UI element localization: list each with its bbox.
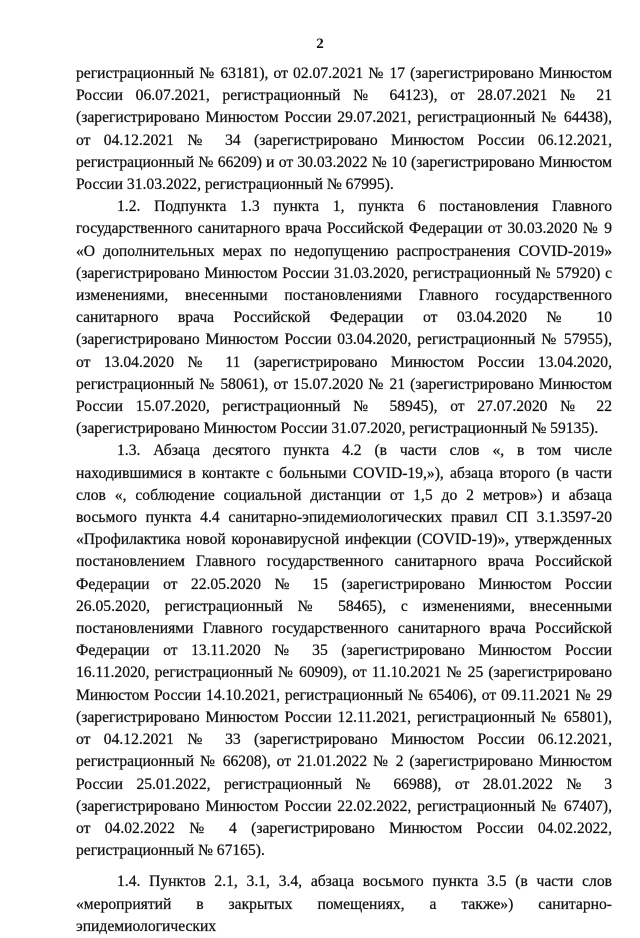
paragraph-1-4: 1.4. Пунктов 2.1, 3.1, 3.4, абзаца восьмого пункта 3.5 (в части слов «мероприятий в закрытых помещениях, а также») санитарно-эпидемиологических xyxy=(76,873,612,935)
paragraph-1-3: 1.3. Абзаца десятого пункта 4.2 (в части слов «, в том числе находившимися в контакте с больными COVID-19,»), абзаца второго (в части слов «, соблюдение социальной дистанции от 1,5 до 2 метров») и абзаца восьмого пункта 4.4 санитарно-эпидемиологических правил СП 3.1.3597-20 «Профилактика новой коронавирусной инфекции (COVID-19)», утвержденных постановлением Главного государственного санитарного врача Российской Федерации от 22.05.2020 № 15 (зарегистрировано Минюстом России 26.05.2020, регистрационный № 58465), с изменениями, внесенными постановлениями Главного государственного санитарного врача Российской Федерации от 13.11.2020 № 35 (зарегистрировано Минюстом России 16.11.2020, регистрационный № 60909), от 11.10.2021 № 25 (зарегистрировано Минюстом России 14.10.2021, регистрационный № 65406), от 09.11.2021 № 29 (зарегистрировано Минюстом России 12.11.2021, регистрационный № 65801), от 04.12.2021 № 33 (зарегистрировано Минюстом России 06.12.2021, регистрационный № 66208), от 21.01.2022 № 2 (зарегистрировано Минюстом России 25.01.2022, регистрационный № 66988), от 28.01.2022 № 3 (зарегистрировано Минюстом России 22.02.2022, регистрационный № 67407), от 04.02.2022 № 4 (зарегистрировано Минюстом России 04.02.2022, регистрационный № 67165). xyxy=(76,442,612,860)
paragraph-continuation: регистрационный № 63181), от 02.07.2021 № 17 (зарегистрировано Минюстом России 06.07.2021, регистрационный № 64123), от 28.07.2021 № 21 (зарегистрировано Минюстом России 29.07.2021, регистрационный № 64438), от 04.12.2021 № 34 (зарегистрировано Минюстом России 06.12.2021, регистрационный № 66209) и от 30.03.2022 № 10 (зарегистрировано Минюстом России 31.03.2022, регистрационный № 67995). xyxy=(76,65,612,194)
document-body xyxy=(76,63,612,938)
paragraph-1-2: 1.2. Подпункта 1.3 пункта 1, пункта 6 постановления Главного государственного санитарного врача Российской Федерации от 30.03.2020 № 9 «О дополнительных мерах по недопущению распространения COVID-2019» (зарегистрировано Минюстом России 31.03.2020, регистрационный № 57920) с изменениями, внесенными постановлениями Главного государственного санитарного врача Российской Федерации от 03.04.2020 № 10 (зарегистрировано Минюстом России 03.04.2020, регистрационный № 57955), от 13.04.2020 № 11 (зарегистрировано Минюстом России 13.04.2020, регистрационный № 58061), от 15.07.2020 № 21 (зарегистрировано Минюстом России 15.07.2020, регистрационный № 58945), от 27.07.2020 № 22 (зарегистрировано Минюстом России 31.07.2020, регистрационный № 59135). xyxy=(76,198,612,438)
page-number: 2 xyxy=(316,36,324,52)
